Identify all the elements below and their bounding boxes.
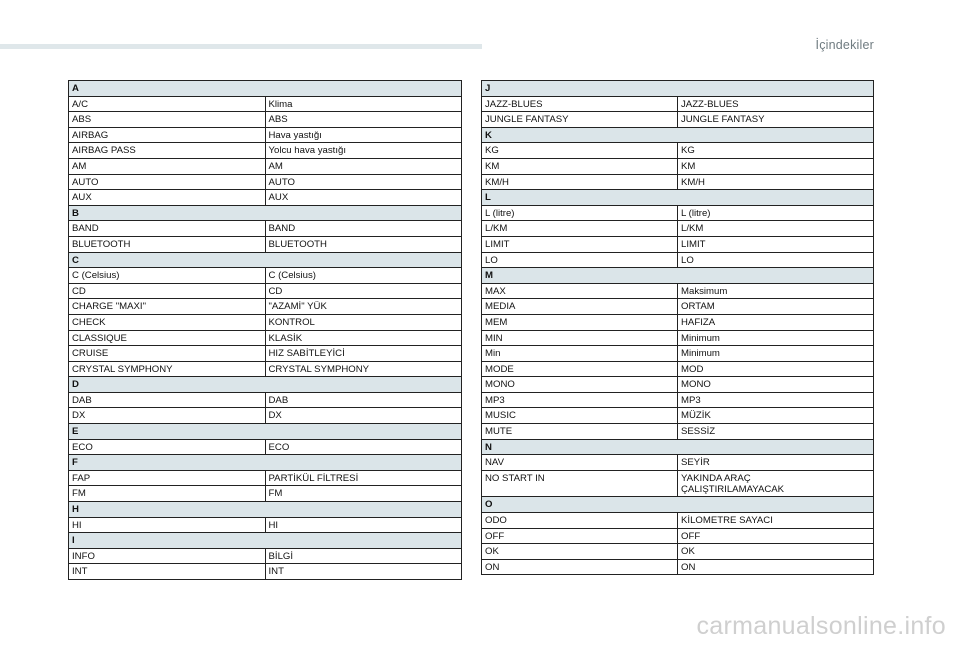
section-header-row [482,190,874,206]
section-header-row [482,439,874,455]
translation-cell: MP3 [678,392,874,408]
table-row [69,143,462,159]
table-row [482,392,874,408]
translation-cell: BAND [265,221,462,237]
section-letter: K [482,127,874,143]
translation-cell: BLUETOOTH [265,236,462,252]
table-row [482,513,874,529]
table-row [482,112,874,128]
term-cell: AUTO [69,174,266,190]
term-cell: AIRBAG [69,127,266,143]
table-row [69,190,462,206]
table-row [69,439,462,455]
section-header-row [69,533,462,549]
table-row [69,299,462,315]
table-row [482,346,874,362]
table-row [482,470,874,497]
term-cell: CHECK [69,314,266,330]
term-cell: MODE [482,361,678,377]
glossary-table-right [481,80,874,575]
translation-cell: SESSİZ [678,424,874,440]
term-cell: KG [482,143,678,159]
term-cell: ON [482,559,678,575]
section-header-row [69,205,462,221]
section-header-row [482,268,874,284]
term-cell: MIN [482,330,678,346]
table-row [69,517,462,533]
term-cell: HI [69,517,266,533]
table-row [482,174,874,190]
translation-cell: SEYİR [678,455,874,471]
table-row [482,330,874,346]
section-header-row [69,252,462,268]
section-letter: N [482,439,874,455]
translation-cell: HIZ SABİTLEYİCİ [265,346,462,362]
translation-cell: PARTİKÜL FİLTRESİ [265,470,462,486]
translation-cell: DAB [265,392,462,408]
table-row [69,408,462,424]
table-row [69,112,462,128]
table-row [69,486,462,502]
section-header-row [69,455,462,471]
table-row [482,314,874,330]
term-cell: LO [482,252,678,268]
section-letter: J [482,81,874,97]
translation-cell: AUTO [265,174,462,190]
table-row [69,392,462,408]
table-row [69,268,462,284]
table-row [482,205,874,221]
term-cell: L (litre) [482,205,678,221]
table-row [482,455,874,471]
term-cell: AM [69,158,266,174]
table-row [69,470,462,486]
header-accent-bar [0,44,482,49]
table-row [482,544,874,560]
translation-cell: KLASİK [265,330,462,346]
section-letter: F [69,455,462,471]
term-cell: ABS [69,112,266,128]
term-cell: JUNGLE FANTASY [482,112,678,128]
table-row [482,559,874,575]
translation-cell: KM [678,158,874,174]
table-row [69,314,462,330]
term-cell: CD [69,283,266,299]
translation-cell: DX [265,408,462,424]
term-cell: MAX [482,283,678,299]
section-letter: B [69,205,462,221]
table-row [69,346,462,362]
section-letter: L [482,190,874,206]
table-row [482,377,874,393]
translation-cell: Minimum [678,346,874,362]
translation-cell: KG [678,143,874,159]
table-row [482,424,874,440]
term-cell: KM [482,158,678,174]
translation-cell: YAKINDA ARAÇ ÇALIŞTIRILAMAYACAK [678,470,874,497]
table-row [482,236,874,252]
translation-cell: HAFIZA [678,314,874,330]
table-row [69,330,462,346]
term-cell: CRUISE [69,346,266,362]
table-row [69,158,462,174]
translation-cell: OK [678,544,874,560]
term-cell: MUTE [482,424,678,440]
translation-cell: Hava yastığı [265,127,462,143]
translation-cell: CD [265,283,462,299]
translation-cell: INT [265,564,462,580]
table-row [482,158,874,174]
term-cell: MONO [482,377,678,393]
translation-cell: C (Celsius) [265,268,462,284]
translation-cell: MOD [678,361,874,377]
table-row [69,236,462,252]
translation-cell: ON [678,559,874,575]
term-cell: AIRBAG PASS [69,143,266,159]
section-header-row [482,81,874,97]
term-cell: NO START IN [482,470,678,497]
table-row [482,143,874,159]
section-letter: E [69,424,462,440]
translation-cell: LIMIT [678,236,874,252]
term-cell: CHARGE "MAXI" [69,299,266,315]
term-cell: FAP [69,470,266,486]
table-row [482,283,874,299]
section-letter: A [69,81,462,97]
section-letter: O [482,497,874,513]
term-cell: MUSIC [482,408,678,424]
table-row [482,96,874,112]
table-row [482,221,874,237]
translation-cell: ECO [265,439,462,455]
translation-cell: HI [265,517,462,533]
term-cell: KM/H [482,174,678,190]
glossary-column-left [68,80,462,580]
table-row [69,548,462,564]
term-cell: BAND [69,221,266,237]
translation-cell: MÜZİK [678,408,874,424]
term-cell: L/KM [482,221,678,237]
translation-cell: Klima [265,96,462,112]
section-header-row [69,377,462,393]
translation-cell: KONTROL [265,314,462,330]
section-header-row [482,127,874,143]
term-cell: JAZZ-BLUES [482,96,678,112]
translation-cell: FM [265,486,462,502]
translation-cell: KİLOMETRE SAYACI [678,513,874,529]
term-cell: AUX [69,190,266,206]
term-cell: DAB [69,392,266,408]
term-cell: CLASSIQUE [69,330,266,346]
table-row [69,361,462,377]
term-cell: MEDIA [482,299,678,315]
section-header-row [69,502,462,518]
term-cell: OFF [482,528,678,544]
section-header-row [69,81,462,97]
table-row [69,564,462,580]
translation-cell: AM [265,158,462,174]
term-cell: ECO [69,439,266,455]
term-cell: LIMIT [482,236,678,252]
term-cell: MP3 [482,392,678,408]
term-cell: INT [69,564,266,580]
translation-cell: "AZAMİ" YÜK [265,299,462,315]
term-cell: INFO [69,548,266,564]
translation-cell: CRYSTAL SYMPHONY [265,361,462,377]
section-letter: C [69,252,462,268]
term-cell: FM [69,486,266,502]
table-row [482,528,874,544]
term-cell: NAV [482,455,678,471]
glossary-column-right [481,80,874,575]
table-row [482,299,874,315]
term-cell: CRYSTAL SYMPHONY [69,361,266,377]
section-header-row [482,497,874,513]
table-row [69,96,462,112]
table-row [482,361,874,377]
term-cell: OK [482,544,678,560]
table-row [69,127,462,143]
section-letter: M [482,268,874,284]
table-row [69,283,462,299]
watermark: carmanualsonline.info [696,612,946,640]
translation-cell: JUNGLE FANTASY [678,112,874,128]
term-cell: C (Celsius) [69,268,266,284]
translation-cell: L/KM [678,221,874,237]
section-letter: H [69,502,462,518]
translation-cell: Maksimum [678,283,874,299]
translation-cell: JAZZ-BLUES [678,96,874,112]
translation-cell: OFF [678,528,874,544]
section-letter: I [69,533,462,549]
term-cell: BLUETOOTH [69,236,266,252]
section-title: İçindekiler [815,38,874,52]
translation-cell: LO [678,252,874,268]
section-header-row [69,424,462,440]
table-row [69,174,462,190]
table-row [69,221,462,237]
translation-cell: KM/H [678,174,874,190]
term-cell: ODO [482,513,678,529]
translation-cell: AUX [265,190,462,206]
table-row [482,252,874,268]
translation-cell: ABS [265,112,462,128]
translation-cell: Yolcu hava yastığı [265,143,462,159]
translation-cell: L (litre) [678,205,874,221]
term-cell: MEM [482,314,678,330]
glossary-table-left [68,80,462,580]
translation-cell: MONO [678,377,874,393]
translation-cell: ORTAM [678,299,874,315]
translation-cell: Minimum [678,330,874,346]
term-cell: Min [482,346,678,362]
term-cell: A/C [69,96,266,112]
table-row [482,408,874,424]
section-letter: D [69,377,462,393]
term-cell: DX [69,408,266,424]
translation-cell: BİLGİ [265,548,462,564]
